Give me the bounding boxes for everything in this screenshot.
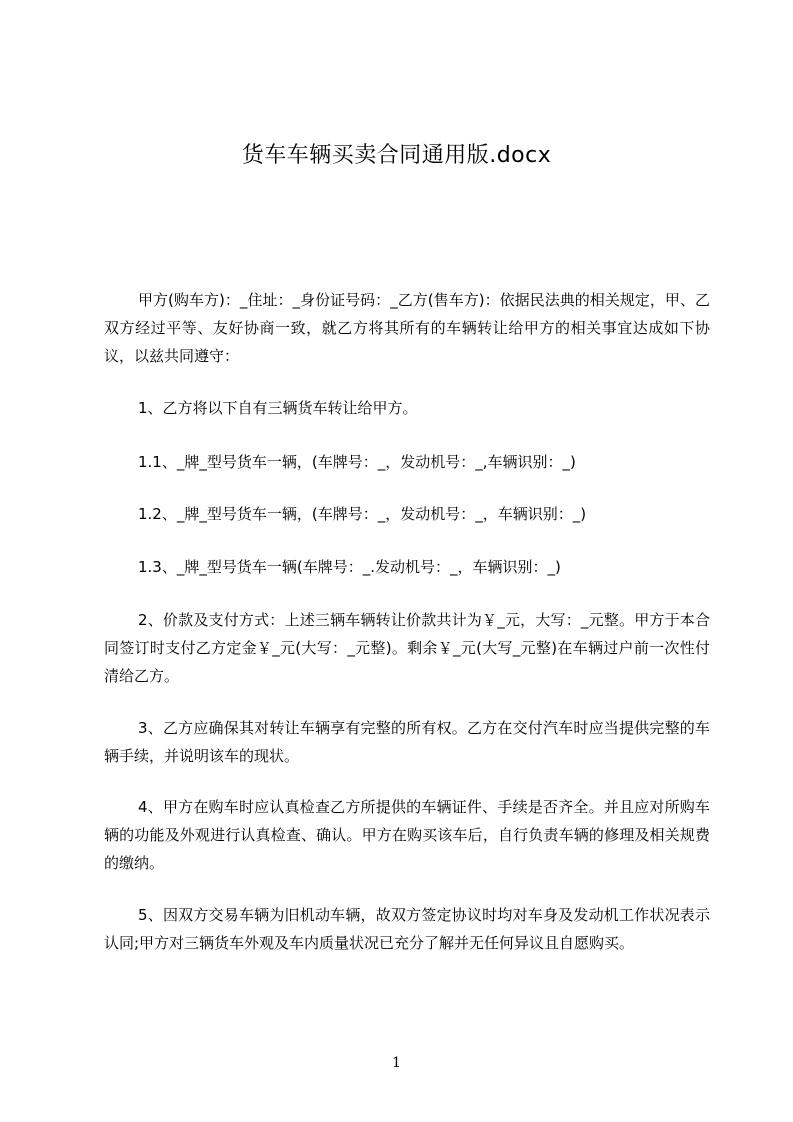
clause-1-1: 1.1、_牌_型号货车一辆，(车牌号：_，发动机号：_,车辆识别：_) xyxy=(138,453,576,471)
clause-1: 1、乙方将以下自有三辆货车转让给甲方。 xyxy=(138,399,418,417)
clause-5: 5、因双方交易车辆为旧机动车辆，故双方签定协议时均对车身及发动机工作状况表示认同;甲方对三辆货车外观及车内质量状况已充分了解并无任何异议且自愿购买。 xyxy=(104,906,710,952)
clause-1-2: 1.2、_牌_型号货车一辆，(车牌号：_，发动机号：_，车辆识别：_) xyxy=(138,505,587,523)
clause-1-3: 1.3、_牌_型号货车一辆(车牌号：_.发动机号：_，车辆识别：_) xyxy=(138,558,561,576)
contract-preamble: 甲方(购车方)：_住址：_身份证号码：_乙方(售车方)：依据民法典的相关规定，甲、乙双方经过平等、友好协商一致，就乙方将其所有的车辆转让给甲方的相关事宜达成如下协议，以兹共同遵守： xyxy=(104,291,710,365)
clause-3: 3、乙方应确保其对转让车辆享有完整的所有权。乙方在交付汽车时应当提供完整的车辆手续，并说明该车的现状。 xyxy=(104,719,710,765)
document-title: 货车车辆买卖合同通用版.docx xyxy=(241,143,552,168)
page-number: 1 xyxy=(392,1055,401,1071)
clause-2: 2、价款及支付方式：上述三辆车辆转让价款共计为￥_元，大写：_元整。甲方于本合同签订时支付乙方定金￥_元(大写：_元整)。剩余￥_元(大写_元整)在车辆过户前一次性付清给乙方。 xyxy=(104,611,710,685)
clause-4: 4、甲方在购车时应认真检查乙方所提供的车辆证件、手续是否齐全。并且应对所购车辆的功能及外观进行认真检查、确认。甲方在购买该车后，自行负责车辆的修理及相关规费的缴纳。 xyxy=(104,798,710,872)
